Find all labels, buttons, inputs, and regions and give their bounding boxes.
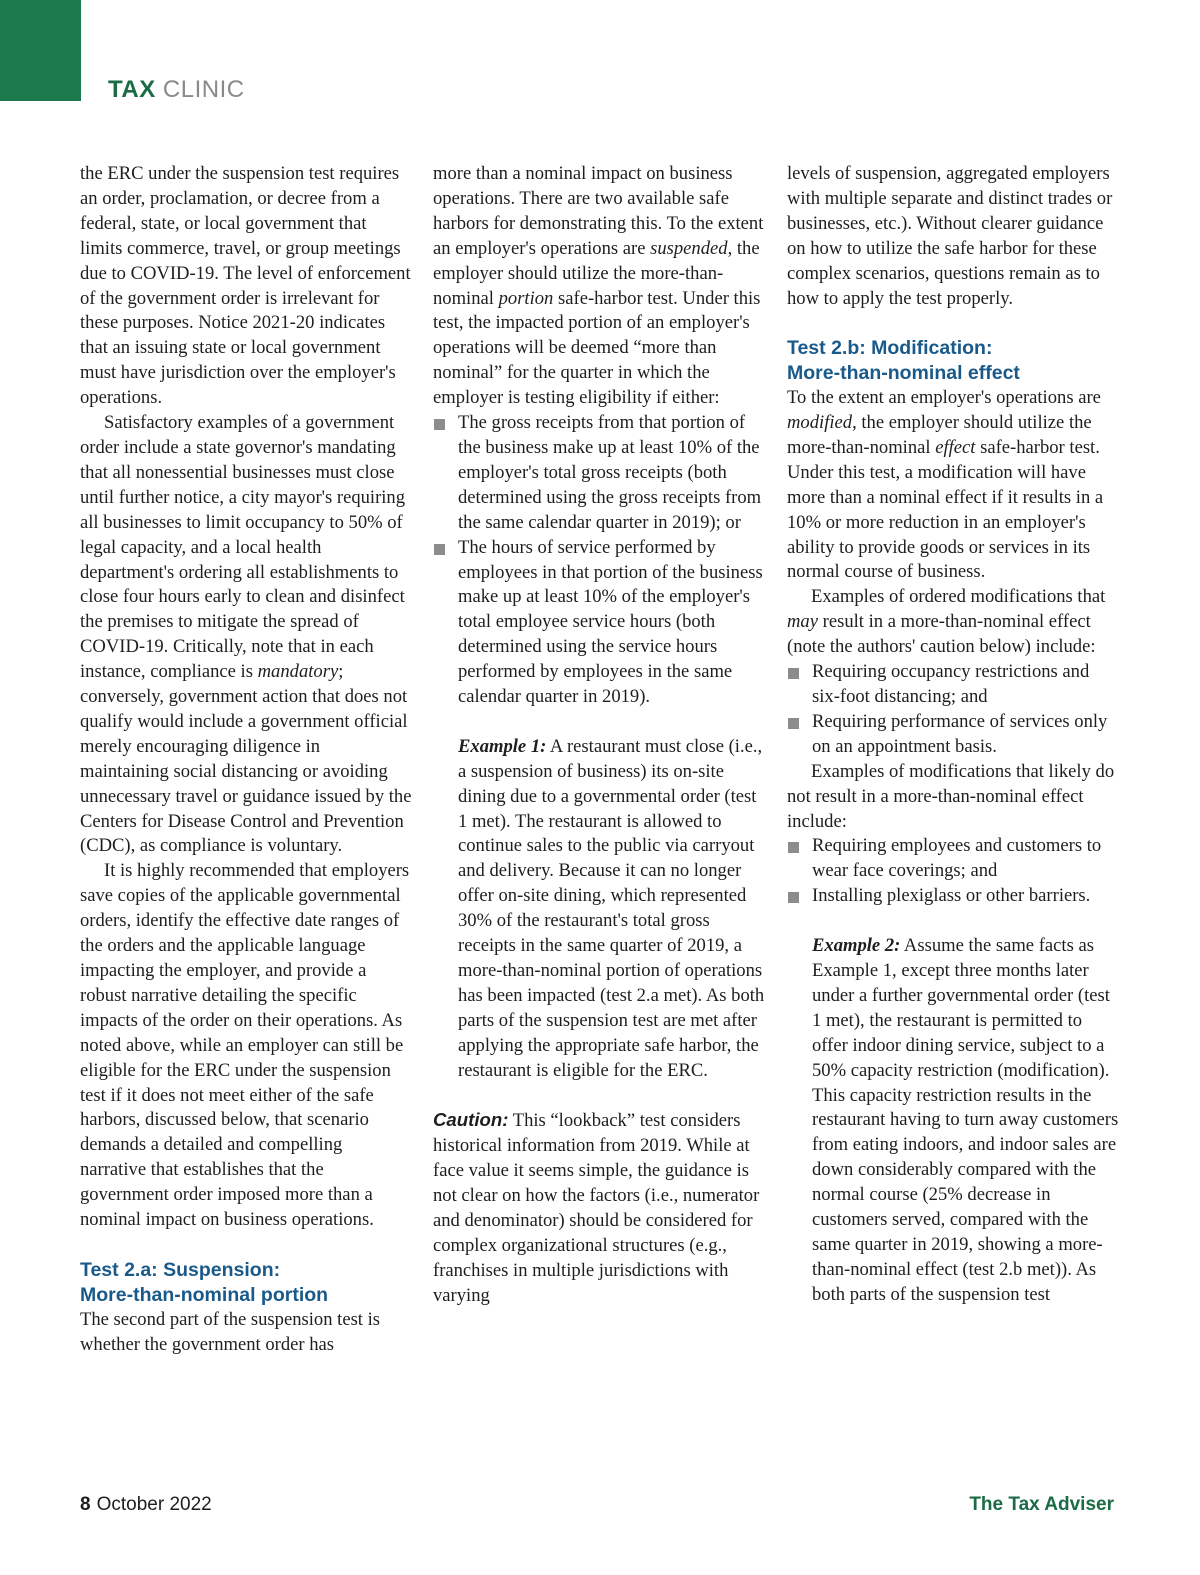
col3-bullet-list-2 — [787, 834, 1119, 909]
section-label — [108, 78, 245, 102]
column-3 — [787, 162, 1119, 1308]
publication-name: The Tax Adviser — [969, 1494, 1114, 1515]
col3-heading-line-2: More-than-nominal effect — [787, 362, 1020, 385]
col2-bullet-2: The hours of service performed by employees in that portion of the business make up at least 10% of the employer's total employee service hours (both determined using the service hours performed by employees in the same calendar quarter in 2019). — [433, 536, 765, 710]
col1-paragraph-2: Satisfactory examples of a government order include a state governor's mandating that all nonessential businesses must close until further notice, a city mayor's requiring all businesses to limit occupancy to 50% of legal capacity, and a local health department's ordering all establishments to close four hours early to clean and disinfect the premises to mitigate the spread of COVID-19. Critically, note that in each instance, compliance is mandatory; conversely, government action that does not qualify would include a government official merely encouraging diligence in maintaining social distancing or avoiding unnecessary travel or guidance issued by the Centers for Disease Control and Prevention (CDC), as compliance is voluntary. — [80, 412, 412, 857]
col2-bullet-list — [433, 411, 765, 710]
col3-paragraph-3: Examples of ordered modifications that may result in a more-than-nominal effect (note the authors' caution below) include: — [787, 586, 1106, 658]
col2-example-1: Example 1: A restaurant must close (i.e., a suspension of business) its on-site dining due to a governmental order (test 1 met). The restaurant is allowed to continue sales to the public via carryout and delivery. Because it can no longer offer on-site dining, which represented 30% of the restaurant's total gross receipts in the same quarter of 2019, a more-than-nominal portion of operations has been impacted (test 2.a met). As both parts of the suspension test are met after applying the appropriate safe harbor, the restaurant is eligible for the ERC. — [458, 735, 765, 1081]
issue-date: October 2022 — [96, 1494, 212, 1515]
col3-bullet-2: Requiring performance of services only on an appointment basis. — [787, 710, 1119, 760]
col3-paragraph-2: To the extent an employer's operations are modified, the employer should utilize the more-than-nominal effect safe-harbor test. Under this test, a modification will have more than a nominal effect if it results in a 10% or more reduction in an employer's ability to provide goods or services in its normal course of business. — [787, 387, 1104, 583]
col1-heading-line-1: Test 2.a: Suspension: — [80, 1258, 281, 1281]
column-2 — [433, 162, 765, 1309]
col3-bullet-4: Installing plexiglass or other barriers. — [787, 884, 1119, 909]
column-1 — [80, 162, 412, 1357]
col3-heading-line-1: Test 2.b: Modification: — [787, 337, 993, 360]
col1-paragraph-4: The second part of the suspension test is whether the government order has — [80, 1308, 381, 1355]
col1-heading-line-2: More-than-nominal portion — [80, 1283, 329, 1306]
col1-paragraph-3: It is highly recommended that employers save copies of the applicable governmental orders, identify the effective date ranges of the orders and the applicable language impacting the employer, and provide a robust narrative detailing the specific impacts of the order on their operations. As noted above, while an employer can still be eligible for the ERC under the suspension test if it does not meet either of the safe harbors, discussed below, that scenario demands a detailed and compelling narrative that establishes that the government order imposed more than a nominal impact on business operations. — [80, 860, 410, 1231]
col3-paragraph-4: Examples of modifications that likely do not result in a more-than-nominal effect include: — [787, 760, 1115, 832]
section-label-light: CLINIC — [162, 76, 245, 103]
col3-paragraph-1: levels of suspension, aggregated employers with multiple separate and distinct trades or businesses, etc.). Without clearer guidance on how to utilize the safe harbor for these complex scenarios, questions remain as to how to apply the test properly. — [787, 163, 1113, 309]
col2-bullet-1: The gross receipts from that portion of the business make up at least 10% of the employer's total gross receipts (both determined using the gross receipts from the same calendar quarter in 2019); or — [433, 411, 765, 536]
col3-bullet-1: Requiring occupancy restrictions and six-foot distancing; and — [787, 660, 1119, 710]
corner-accent-block — [0, 0, 81, 101]
col3-bullet-list-1 — [787, 660, 1119, 760]
page-number: 8 — [80, 1494, 91, 1515]
footer-page-info — [80, 1494, 212, 1516]
col3-bullet-3: Requiring employees and customers to wear face coverings; and — [787, 834, 1119, 884]
col2-caution: Caution: This “lookback” test considers historical information from 2019. While at face value it seems simple, the guidance is not clear on how the factors (i.e., numerator and denominator) should be considered for complex organizational structures (e.g., franchises in multiple jurisdictions with varying — [433, 1109, 760, 1306]
col3-example-2: Example 2: Assume the same facts as Example 1, except three months later under a further governmental order (test 1 met), the restaurant is permitted to offer indoor dining service, subject to a 50% capacity restriction (modification). This capacity restriction results in the restaurant having to turn away customers from eating indoors, and indoor sales are down considerably compared with the normal course (25% decrease in customers served, compared with the same quarter in 2019, showing a more-than-nominal effect (test 2.b met)). As both parts of the suspension test — [812, 935, 1119, 1305]
col2-paragraph-1: more than a nominal impact on business operations. There are two available safe harbors for demonstrating this. To the extent an employer's operations are suspended, the employer should utilize the more-than-nominal portion safe-harbor test. Under this test, the impacted portion of an employer's operations will be deemed “more than nominal” for the quarter in which the employer is testing eligibility if either: — [433, 163, 764, 409]
section-label-bold: TAX — [108, 76, 156, 103]
col1-paragraph-1: the ERC under the suspension test requires an order, proclamation, or decree from a federal, state, or local government that limits commerce, travel, or group meetings due to COVID-19. The level of enforcement of the government order is irrelevant for these purposes. Notice 2021-20 indicates that an issuing state or local government must have jurisdiction over the employer's operations. — [80, 163, 411, 409]
